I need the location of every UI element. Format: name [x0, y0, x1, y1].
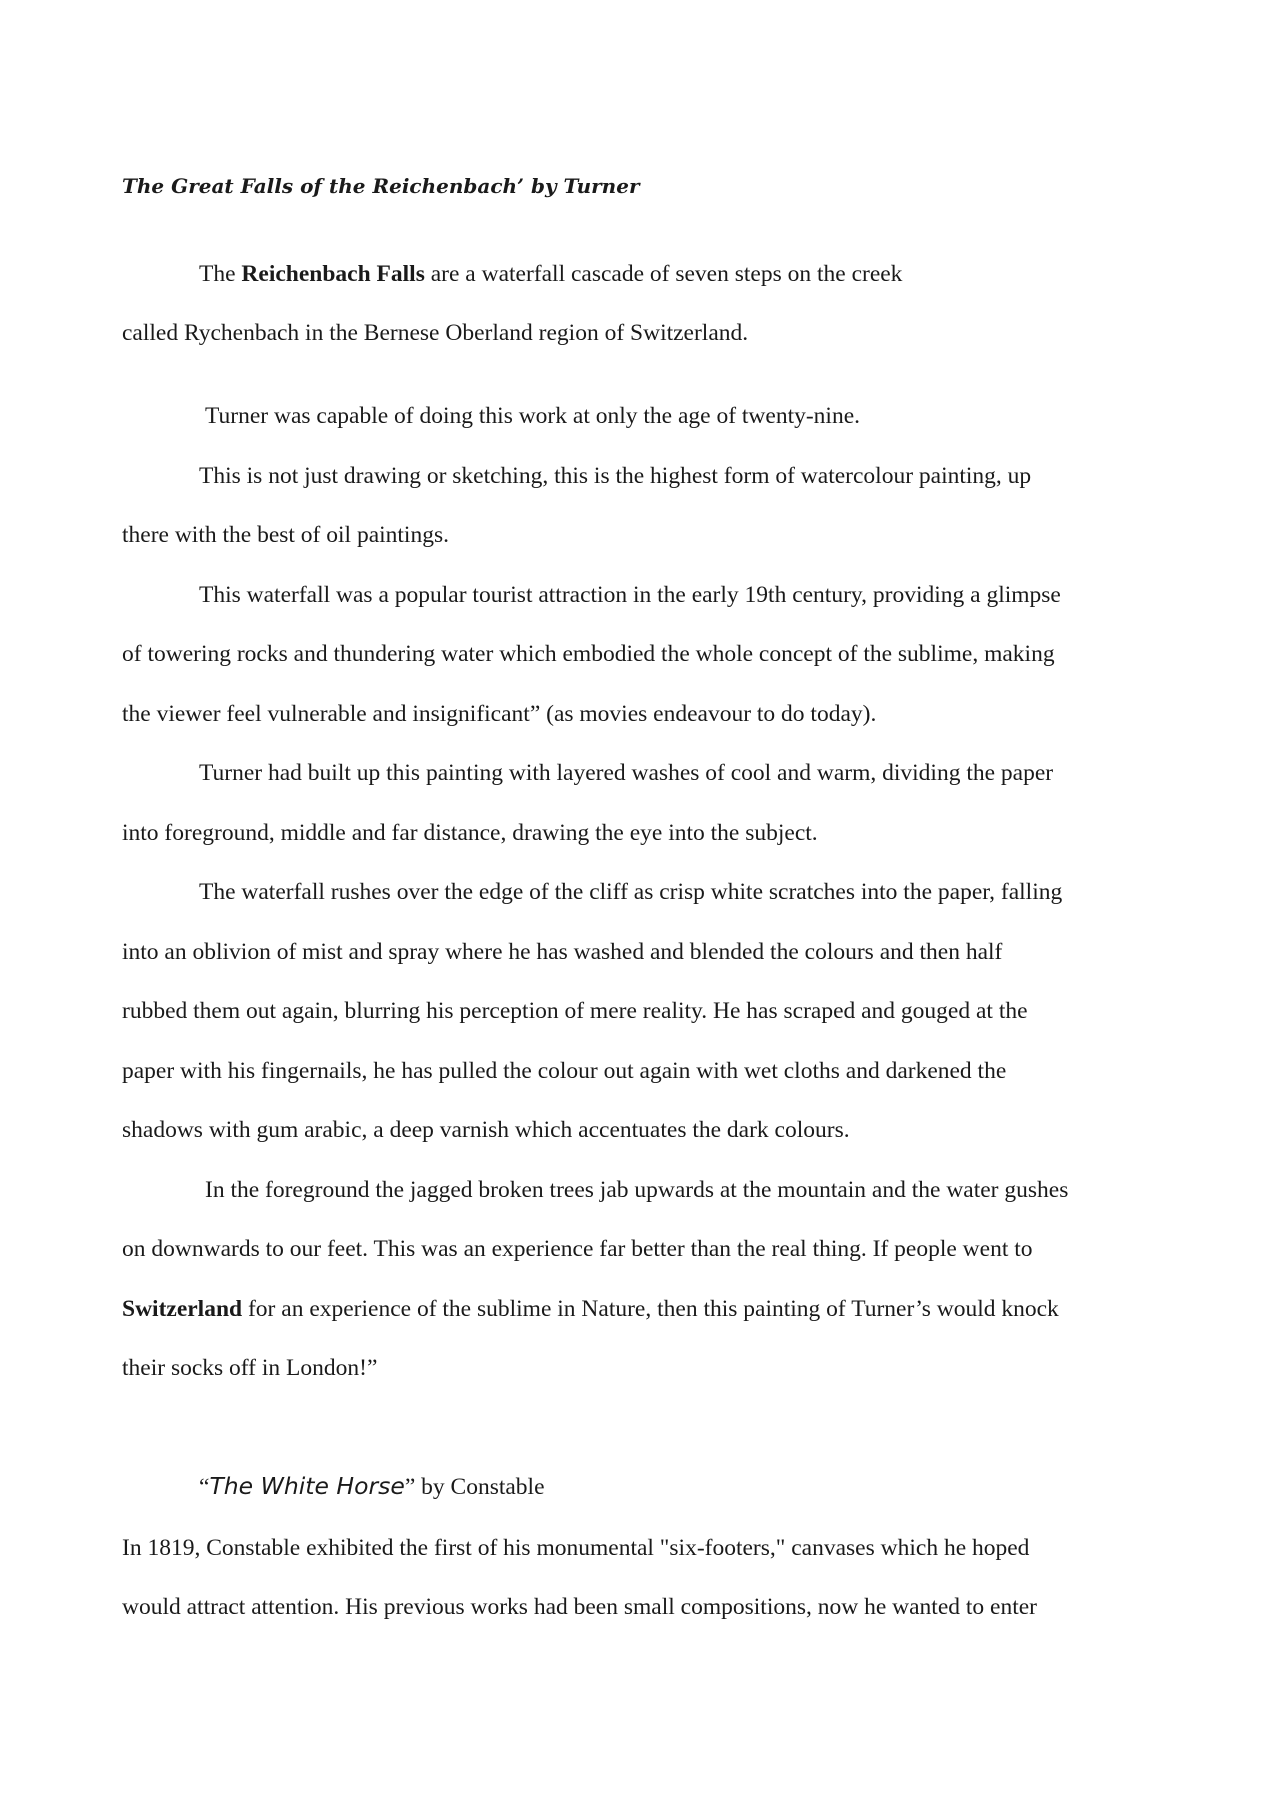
paragraph-line: there with the best of oil paintings. — [122, 522, 449, 548]
bold-text: Reichenbach Falls — [241, 261, 425, 287]
quote-mark: “ — [199, 1474, 210, 1500]
heading-constable — [199, 1472, 545, 1501]
paragraph-line: paper with his fingernails, he has pulled the colour out again with wet cloths and darkened the — [122, 1058, 1007, 1084]
paragraph-line: The waterfall rushes over the edge of the cliff as crisp white scratches into the paper, falling — [199, 879, 1063, 905]
text-run: are a waterfall cascade of seven steps on the creek — [424, 261, 903, 287]
text-run: by Constable — [415, 1474, 545, 1500]
paragraph-line: This is not just drawing or sketching, this is the highest form of watercolour painting, up — [199, 463, 1032, 489]
paragraph-line: would attract attention. His previous works had been small compositions, now he wanted to enter — [122, 1594, 1037, 1620]
paragraph-line: their socks off in London!” — [122, 1355, 378, 1381]
paragraph-line: into foreground, middle and far distance, drawing the eye into the subject. — [122, 820, 818, 846]
paragraph-line: shadows with gum arabic, a deep varnish which accentuates the dark colours. — [122, 1117, 850, 1143]
paragraph-line — [122, 1296, 1059, 1323]
paragraph-line: Turner was capable of doing this work at only the age of twenty-nine. — [205, 403, 861, 429]
paragraph-line: This waterfall was a popular tourist attraction in the early 19th century, providing a glimpse — [199, 582, 1061, 608]
painting-title: The White Horse — [209, 1472, 405, 1500]
paragraph-line: In 1819, Constable exhibited the first of his monumental "six-footers," canvases which he hoped — [122, 1535, 1030, 1561]
paragraph-line: Turner had built up this painting with layered washes of cool and warm, dividing the paper — [199, 760, 1054, 786]
heading-turner: The Great Falls of the Reichenbach’ by Turner — [122, 174, 640, 198]
paragraph-line: rubbed them out again, blurring his perception of mere reality. He has scraped and gouged at the — [122, 998, 1028, 1024]
text-run: The — [199, 261, 242, 287]
paragraph-line: the viewer feel vulnerable and insignificant” (as movies endeavour to do today). — [122, 701, 877, 727]
paragraph-line: of towering rocks and thundering water which embodied the whole concept of the sublime, making — [122, 641, 1055, 667]
quote-mark: ” — [404, 1474, 416, 1500]
paragraph-line: called Rychenbach in the Bernese Oberland region of Switzerland. — [122, 320, 749, 346]
paragraph-line — [199, 261, 902, 288]
text-run: for an experience of the sublime in Nature, then this painting of Turner’s would knock — [242, 1296, 1059, 1322]
bold-text: Switzerland — [122, 1296, 243, 1322]
paragraph-line: In the foreground the jagged broken trees jab upwards at the mountain and the water gushes — [205, 1177, 1069, 1203]
paragraph-line: into an oblivion of mist and spray where he has washed and blended the colours and then half — [122, 939, 1003, 965]
paragraph-line: on downwards to our feet. This was an experience far better than the real thing. If people went to — [122, 1236, 1033, 1262]
